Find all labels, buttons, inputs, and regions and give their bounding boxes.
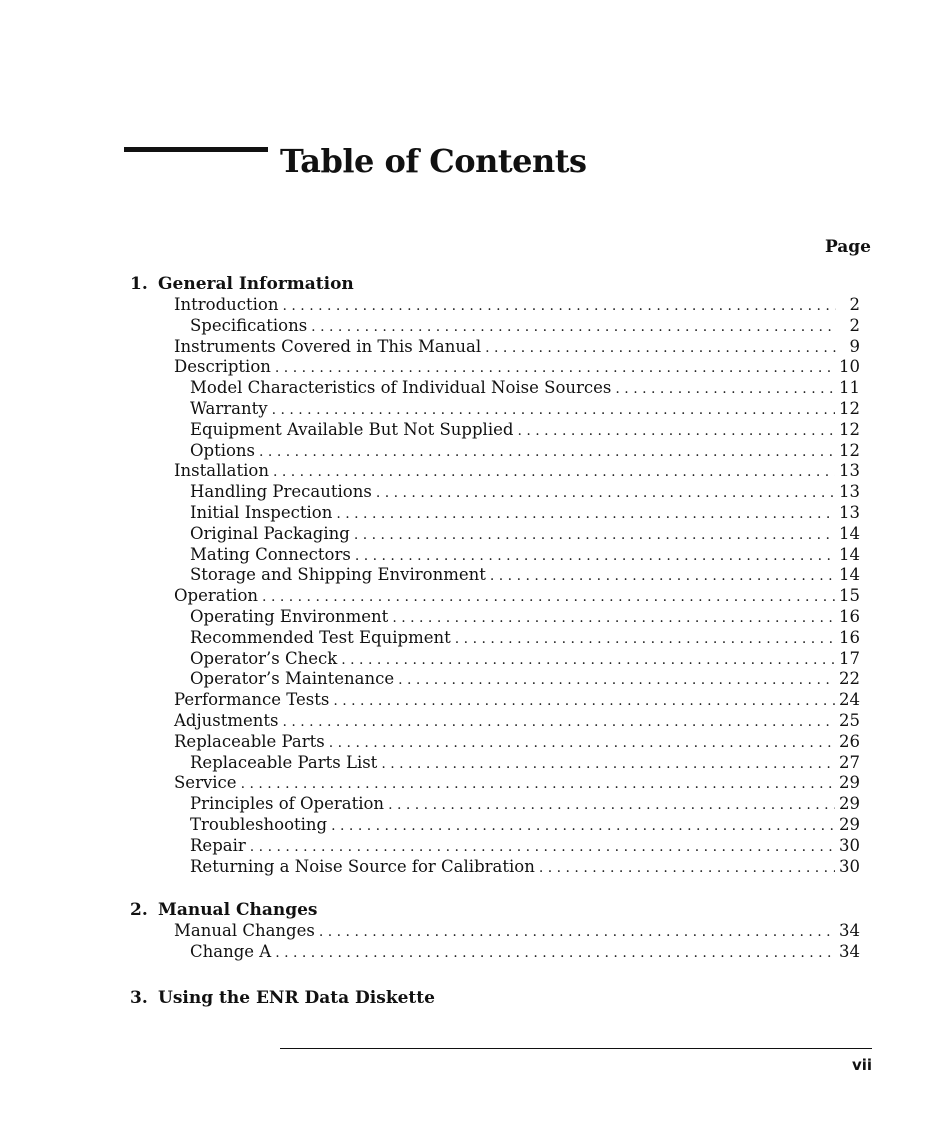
toc-entry-label: Original Packaging [190, 523, 350, 543]
toc-entry[interactable] [190, 649, 860, 670]
toc-entry[interactable] [190, 420, 860, 441]
dot-leader [517, 421, 835, 442]
dot-leader [398, 670, 835, 691]
toc-entry-page: 12 [839, 440, 860, 460]
toc-entry[interactable] [174, 921, 860, 942]
toc-entry-page: 13 [839, 502, 860, 522]
chapter-number: 2. [130, 900, 148, 921]
toc-entry[interactable] [190, 794, 860, 815]
dot-leader [259, 442, 835, 463]
toc-entry-page: 24 [839, 690, 860, 710]
toc-entry-page: 16 [839, 627, 860, 647]
toc-entry-page: 29 [839, 814, 860, 834]
toc-chapter-heading[interactable] [130, 273, 860, 295]
toc-entry-label: Equipment Available But Not Supplied [190, 419, 514, 439]
toc-entry[interactable] [190, 399, 860, 420]
toc-entry-label: Introduction [174, 295, 279, 314]
toc-entry[interactable] [174, 711, 860, 732]
toc-entry-label: Adjustments [174, 710, 279, 730]
toc-entry-page: 14 [839, 565, 860, 585]
toc-entry-label: Handling Precautions [190, 482, 372, 502]
dot-leader [355, 546, 835, 567]
toc-entry-label: Returning a Noise Source for Calibration [190, 856, 535, 876]
toc-entry-label: Specifications [190, 315, 308, 335]
toc-chapter [130, 273, 860, 877]
toc-entry[interactable] [190, 857, 860, 878]
toc-entry[interactable] [174, 732, 860, 753]
chapter-number: 3. [130, 987, 148, 1008]
toc-entry-label: Replaceable Parts [174, 731, 325, 751]
dot-leader [275, 943, 835, 964]
dot-leader [329, 733, 835, 754]
toc-entry-label: Performance Tests [174, 690, 330, 710]
toc-entry-page: 26 [839, 731, 860, 751]
toc-entry-label: Replaceable Parts List [190, 752, 378, 772]
toc-entry-label: Model Characteristics of Individual Noise Sources [190, 378, 612, 398]
table-of-contents [130, 273, 860, 1009]
toc-entry-label: Storage and Shipping Environment [190, 565, 486, 585]
toc-entry[interactable] [190, 378, 860, 399]
toc-entry[interactable] [174, 337, 860, 358]
page-column-heading: Page [824, 237, 871, 257]
dot-leader [319, 922, 835, 943]
toc-entry[interactable] [190, 607, 860, 628]
footer-rule [280, 1048, 872, 1049]
dot-leader [333, 691, 835, 712]
dot-leader [392, 608, 835, 629]
toc-entry-label: Initial Inspection [190, 502, 333, 522]
toc-entry-label: Operation [174, 586, 259, 606]
toc-entry[interactable] [190, 669, 860, 690]
toc-entry-page: 9 [849, 336, 860, 356]
toc-entry-page: 14 [839, 523, 860, 543]
toc-entry-page: 25 [839, 710, 860, 730]
toc-entry-label: Operating Environment [190, 606, 389, 626]
chapter-title: Using the ENR Data Diskette [158, 987, 435, 1008]
toc-entry[interactable] [190, 503, 860, 524]
dot-leader [272, 400, 835, 421]
dot-leader [273, 462, 835, 483]
toc-entry-label: Manual Changes [174, 921, 315, 941]
toc-entry[interactable] [190, 565, 860, 586]
toc-entry[interactable] [174, 295, 860, 316]
dot-leader [341, 650, 835, 671]
toc-entry-page: 2 [849, 315, 860, 335]
toc-entry-label: Operator’s Maintenance [190, 669, 395, 689]
toc-entry-label: Description [174, 357, 271, 377]
dot-leader [485, 338, 836, 359]
toc-entry[interactable] [190, 628, 860, 649]
toc-entry-page: 29 [839, 794, 860, 814]
toc-entry-label: Installation [174, 461, 269, 481]
dot-leader [311, 317, 836, 338]
dot-leader [331, 816, 835, 837]
toc-entry[interactable] [190, 815, 860, 836]
toc-entry-page: 17 [839, 648, 860, 668]
toc-entry-label: Troubleshooting [190, 814, 328, 834]
toc-entry[interactable] [190, 753, 860, 774]
toc-entry-page: 27 [839, 752, 860, 772]
page-title: Table of Contents [280, 142, 587, 180]
dot-leader [354, 525, 835, 546]
dot-leader [615, 379, 835, 400]
toc-entry-page: 22 [839, 669, 860, 689]
toc-chapter [130, 899, 860, 963]
toc-entry-page: 16 [839, 606, 860, 626]
toc-entry-page: 11 [839, 378, 860, 398]
toc-entry-label: Operator’s Check [190, 648, 338, 668]
toc-entry-page: 30 [839, 835, 860, 855]
toc-entry-label: Recommended Test Equipment [190, 627, 451, 647]
dot-leader [241, 774, 835, 795]
toc-entry-page: 34 [839, 942, 860, 962]
toc-entry-label: Mating Connectors [190, 544, 351, 564]
toc-entry-page: 34 [839, 921, 860, 941]
chapter-title: Manual Changes [158, 900, 318, 921]
toc-entry-page: 14 [839, 544, 860, 564]
title-rule [124, 147, 268, 152]
dot-leader [539, 858, 835, 879]
toc-entry[interactable] [190, 482, 860, 503]
toc-chapter [130, 987, 860, 1009]
toc-entry-label: Instruments Covered in This Manual [174, 336, 482, 356]
toc-entry-page: 2 [849, 295, 860, 314]
toc-entry-label: Warranty [190, 398, 268, 418]
toc-entry-page: 15 [839, 586, 860, 606]
dot-leader [388, 795, 835, 816]
toc-entry-page: 12 [839, 398, 860, 418]
toc-entry-label: Repair [190, 835, 246, 855]
dot-leader [490, 566, 835, 587]
toc-entry-page: 12 [839, 419, 860, 439]
dot-leader [376, 483, 835, 504]
chapter-title: General Information [158, 274, 354, 294]
dot-leader [381, 754, 835, 775]
dot-leader [336, 504, 835, 525]
toc-entry-page: 29 [839, 773, 860, 793]
footer-page-number: vii [851, 1056, 872, 1074]
chapter-number: 1. [130, 274, 148, 294]
toc-entry[interactable] [190, 836, 860, 857]
toc-entry-page: 13 [839, 482, 860, 502]
toc-entry[interactable] [190, 545, 860, 566]
toc-chapter-heading[interactable] [130, 899, 860, 921]
toc-entry[interactable] [190, 524, 860, 545]
toc-entry-label: Options [190, 440, 256, 460]
toc-entry[interactable] [190, 942, 860, 963]
dot-leader [250, 837, 835, 858]
dot-leader [262, 587, 835, 608]
toc-entry[interactable] [174, 773, 860, 794]
dot-leader [275, 358, 835, 379]
dot-leader [283, 296, 837, 317]
toc-entry-page: 10 [839, 357, 860, 377]
toc-entry-label: Service [174, 773, 237, 793]
toc-entry[interactable] [190, 441, 860, 462]
toc-entry[interactable] [190, 316, 860, 337]
dot-leader [455, 629, 835, 650]
toc-entry-page: 13 [839, 461, 860, 481]
toc-entry-page: 30 [839, 856, 860, 876]
toc-entry[interactable] [174, 690, 860, 711]
dot-leader [282, 712, 835, 733]
toc-entry[interactable] [174, 586, 860, 607]
toc-entry[interactable] [174, 357, 860, 378]
toc-chapter-heading[interactable] [130, 987, 860, 1009]
toc-entry[interactable] [174, 461, 860, 482]
toc-entry-label: Change A [190, 942, 272, 962]
toc-entry-label: Principles of Operation [190, 794, 385, 814]
